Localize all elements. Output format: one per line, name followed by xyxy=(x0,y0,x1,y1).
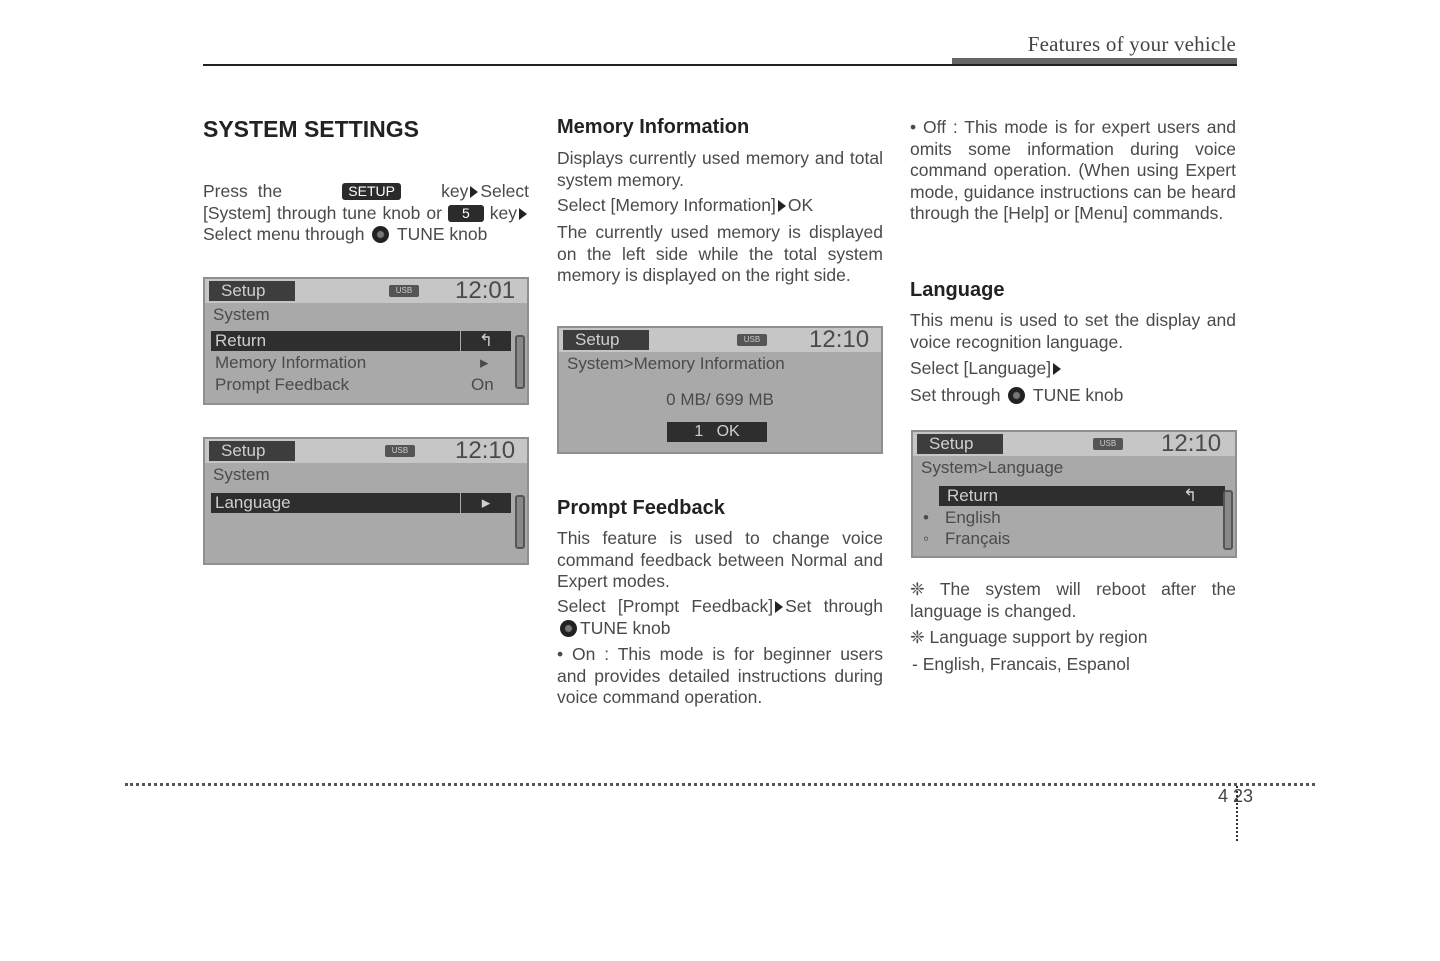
instr-text: key xyxy=(489,202,517,223)
system-settings-instructions xyxy=(203,181,529,246)
arrow-right-icon xyxy=(775,601,783,613)
footer-rule xyxy=(125,783,1315,786)
display-screen-language-menu xyxy=(203,437,529,565)
tune-knob-icon xyxy=(1008,387,1025,404)
language-description: This menu is used to set the display and voice recognition language. xyxy=(910,310,1236,352)
ok-number: 1 xyxy=(694,423,704,440)
ok-button-display xyxy=(667,422,767,442)
instr-text: Select [Language] xyxy=(910,358,1052,378)
instr-text: OK xyxy=(787,195,814,215)
chevron-right-icon: ▸ xyxy=(480,353,489,372)
usb-icon: USB xyxy=(385,445,415,457)
usb-icon: USB xyxy=(389,285,419,297)
radio-selected-icon: • xyxy=(923,508,929,527)
instr-text: TUNE knob xyxy=(580,617,671,638)
number-key-icon: 5 xyxy=(448,205,484,222)
arrow-right-icon xyxy=(778,200,786,212)
return-icon: ↰ xyxy=(461,331,511,351)
menu-item-return: Return xyxy=(211,331,460,351)
page-number-separator xyxy=(1236,786,1238,841)
note-reboot: ❈ The system will reboot after the language is changed. xyxy=(910,579,1236,621)
memory-usage-readout: 0 MB/ 699 MB xyxy=(666,390,774,409)
return-icon: ↰ xyxy=(1183,486,1198,505)
instr-text: Select [System] through tune knob or xyxy=(203,181,529,223)
language-set-instruction xyxy=(910,385,1236,407)
screen-mode-tag: Setup xyxy=(209,441,295,461)
instr-text: Press the xyxy=(203,181,283,201)
option-english: English xyxy=(945,508,1001,527)
arrow-right-icon xyxy=(470,186,478,198)
screen-path: System xyxy=(213,465,270,484)
radio-unselected-icon: ◦ xyxy=(923,529,930,548)
usb-icon: USB xyxy=(1093,438,1123,450)
scrollbar xyxy=(1223,490,1233,550)
menu-item-return: Return xyxy=(939,486,1225,506)
instr-text: Select [Memory Information] xyxy=(557,195,776,215)
screen-path: System xyxy=(213,305,270,324)
note-language-support: ❈ Language support by region xyxy=(910,627,1148,647)
memory-description: Displays currently used memory and total system memory. xyxy=(557,148,883,190)
note-language-list: - English, Francais, Espanol xyxy=(912,654,1130,674)
screen-path: System>Language xyxy=(921,458,1064,477)
screen-mode-tag: Setup xyxy=(563,330,649,350)
running-header: Features of your vehicle xyxy=(1027,32,1236,56)
screen-clock: 12:10 xyxy=(1161,430,1222,457)
instr-text: key xyxy=(441,181,469,201)
chevron-right-icon: ▸ xyxy=(461,493,511,513)
section-heading-prompt-feedback: Prompt Feedback xyxy=(557,497,725,519)
screen-path: System>Memory Information xyxy=(567,354,785,373)
prompt-feedback-instruction xyxy=(557,596,883,639)
screen-clock: 12:10 xyxy=(455,437,516,464)
instr-text: TUNE knob xyxy=(1032,385,1124,405)
tune-knob-icon xyxy=(560,620,577,637)
memory-select-instruction xyxy=(557,195,883,217)
display-screen-system xyxy=(203,277,529,405)
section-heading-language: Language xyxy=(910,279,1005,301)
instr-text: Set through xyxy=(785,596,883,616)
language-select-instruction xyxy=(910,358,1236,380)
screen-mode-tag: Setup xyxy=(917,434,1003,454)
screen-clock: 12:10 xyxy=(809,326,870,353)
menu-item-value: On xyxy=(471,375,494,394)
prompt-feedback-description: This feature is used to change voice command feedback between Normal and Expert modes. xyxy=(557,528,883,591)
header-rule xyxy=(203,64,1237,66)
tune-knob-icon xyxy=(372,226,389,243)
option-francais: Français xyxy=(945,529,1011,548)
display-screen-language xyxy=(911,430,1237,558)
screen-clock: 12:01 xyxy=(455,277,516,304)
prompt-feedback-on-mode: • On : This mode is for beginner users and provides detailed instructions during voice command operation. xyxy=(557,644,883,707)
page-number: 4 23 xyxy=(1218,786,1254,806)
screen-mode-tag: Setup xyxy=(209,281,295,301)
memory-detail: The currently used memory is displayed on the left side while the total system memory is displayed on the right side. xyxy=(557,222,883,285)
scrollbar xyxy=(515,335,525,389)
menu-item-memory-information: Memory Information xyxy=(215,353,367,372)
section-heading-system-settings: SYSTEM SETTINGS xyxy=(203,116,419,142)
prompt-feedback-off-mode: • Off : This mode is for expert users and omits some information during voice command operation. (When using Expert mode, guidance instructions can be heard through the [Help] or [Menu] commands. xyxy=(910,117,1236,223)
menu-item-language: Language xyxy=(211,493,460,513)
usb-icon: USB xyxy=(737,334,767,346)
arrow-right-icon xyxy=(1053,363,1061,375)
setup-key-icon: SETUP xyxy=(342,183,401,200)
instr-text: Select [Prompt Feedback] xyxy=(557,596,774,616)
ok-label: OK xyxy=(716,423,740,440)
arrow-right-icon xyxy=(519,208,527,220)
instr-text: Set through xyxy=(910,385,1001,405)
instr-text: Select menu through xyxy=(203,224,365,244)
section-heading-memory-information: Memory Information xyxy=(557,116,750,138)
display-screen-memory-information xyxy=(557,326,883,454)
instr-text: TUNE knob xyxy=(396,224,488,244)
menu-item-prompt-feedback: Prompt Feedback xyxy=(215,375,350,394)
scrollbar xyxy=(515,495,525,549)
